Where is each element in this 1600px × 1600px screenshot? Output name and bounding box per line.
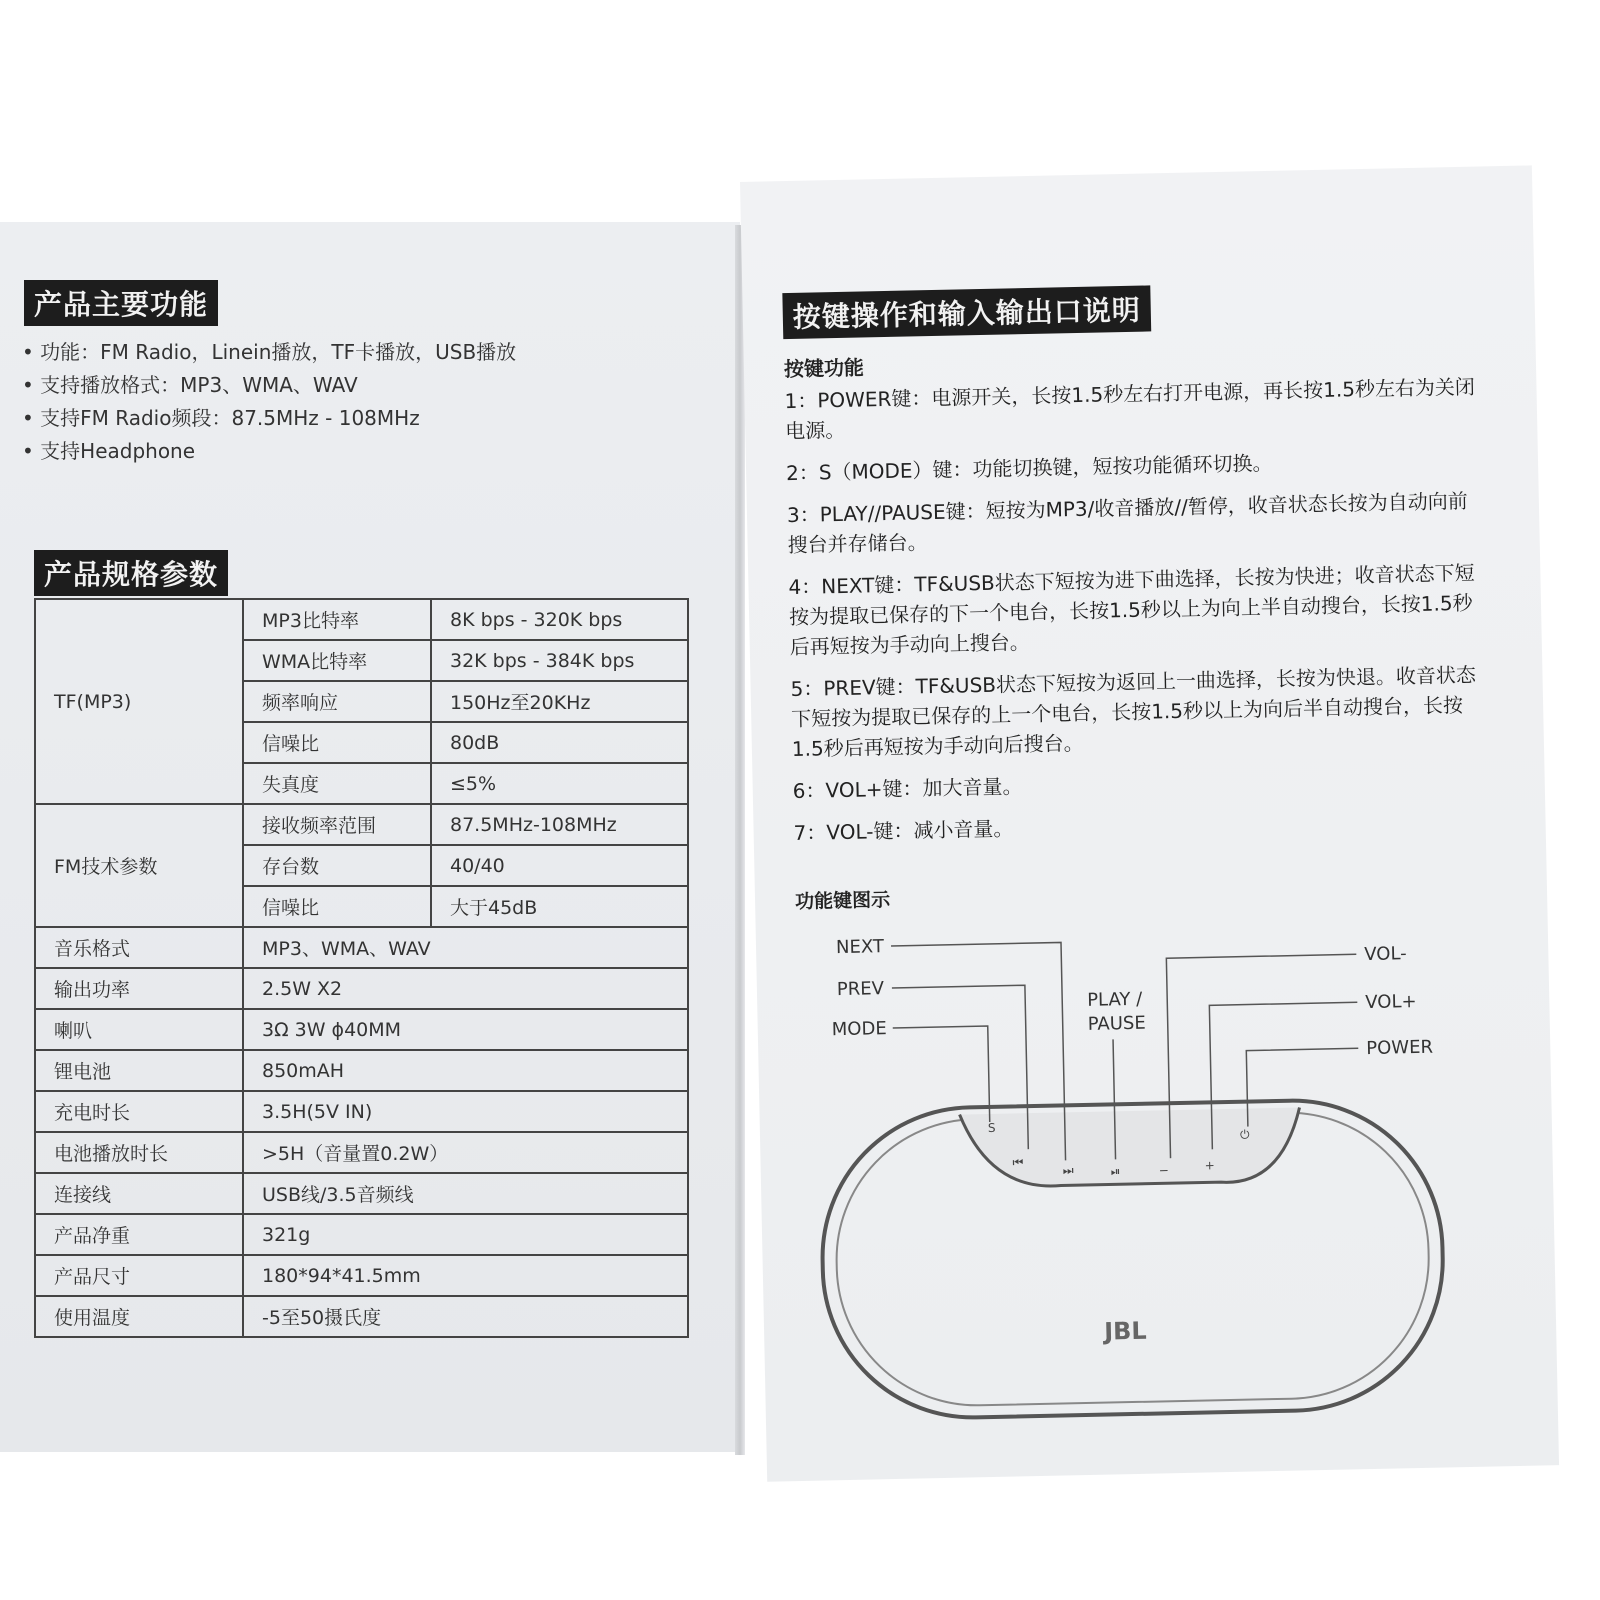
key-description: 2：S（MODE）键：功能切换键，短按功能循环切换。 [785,450,1273,486]
button-panel [960,1107,1301,1187]
value-cell: MP3、WMA、WAV [243,927,688,968]
key-description: 1：POWER键：电源开关，长按1.5秒左右打开电源，再长按1.5秒左右为关闭电源。 [784,374,1476,444]
group-tf: TF(MP3) [35,599,243,804]
param-cell: 喇叭 [35,1009,243,1050]
value-cell: 3Ω 3W ϕ40MM [243,1009,688,1050]
table-row [35,1255,688,1296]
param-cell: 产品净重 [35,1214,243,1255]
param-cell: 充电时长 [35,1091,243,1132]
spec-table [34,598,689,1338]
left-page [0,222,740,1452]
features-heading: 产品主要功能 [24,280,218,326]
prev-button-icon: ⏮ [1012,1155,1024,1170]
param-cell: 失真度 [243,763,431,804]
label-vol-plus: VOL+ [1365,991,1417,1014]
value-cell: 大于45dB [431,886,688,927]
feature-item: • 功能：FM Radio，Linein播放，TF卡播放，USB播放 [22,336,516,369]
table-row [35,804,688,845]
play-pause-button-icon: ⏯ [1110,1164,1121,1179]
param-cell: 锂电池 [35,1050,243,1091]
speaker-diagram [796,912,1486,1426]
value-cell: 32K bps - 384K bps [431,640,688,681]
value-cell: 87.5MHz-108MHz [431,804,688,845]
next-button-icon: ⏭ [1062,1163,1074,1178]
label-next: NEXT [835,936,885,959]
key-description: 5：PREV键：TF&USB状态下短按为返回上一曲选择，长按为快退。收音状态下短按为提取已保存的上一个电台，长按1.5秒以上为向后半自动搜台，长按1.5秒后再短按为手动向后搜台。 [790,662,1477,762]
value-cell: 80dB [431,722,688,763]
diagram-title: 功能键图示 [794,889,891,914]
group-fm: FM技术参数 [35,804,243,927]
param-cell: 信噪比 [243,722,431,763]
label-play-pause-1: PLAY / [1086,988,1143,1011]
param-cell: 接收频率范围 [243,804,431,845]
value-cell: 3.5H(5V IN) [243,1091,688,1132]
table-row [35,599,688,640]
right-heading: 按键操作和输入输出口说明 [782,285,1151,339]
feature-item: • 支持播放格式：MP3、WMA、WAV [22,369,516,402]
value-cell: 8K bps - 320K bps [431,599,688,640]
table-row [35,968,688,1009]
feature-item: • 支持FM Radio频段：87.5MHz - 108MHz [22,402,516,435]
table-row [35,1132,688,1173]
param-cell: MP3比特率 [243,599,431,640]
key-description: 7：VOL-键：减小音量。 [793,816,1014,846]
value-cell: >5H（音量置0.2W） [243,1132,688,1173]
power-button-icon: ⏻ [1239,1127,1250,1142]
feature-item: • 支持Headphone [22,435,516,468]
vol-plus-button-icon: + [1204,1158,1215,1173]
table-row [35,1296,688,1337]
features-list [22,336,516,468]
param-cell: 电池播放时长 [35,1132,243,1173]
param-cell: 产品尺寸 [35,1255,243,1296]
param-cell: 使用温度 [35,1296,243,1337]
value-cell: ≤5% [431,763,688,804]
value-cell: 2.5W X2 [243,968,688,1009]
value-cell: 321g [243,1214,688,1255]
param-cell: 输出功率 [35,968,243,1009]
table-row [35,1009,688,1050]
label-mode: MODE [831,1018,887,1041]
keys-list [784,371,1494,860]
param-cell: WMA比特率 [243,640,431,681]
page-fold [735,225,745,1455]
param-cell: 信噪比 [243,886,431,927]
right-page [740,165,1559,1481]
param-cell: 连接线 [35,1173,243,1214]
table-row [35,1214,688,1255]
label-play-pause-2: PAUSE [1087,1012,1146,1035]
value-cell: 850mAH [243,1050,688,1091]
label-prev: PREV [836,978,885,1001]
param-cell: 频率响应 [243,681,431,722]
spec-heading: 产品规格参数 [34,550,228,596]
param-cell: 存台数 [243,845,431,886]
key-description: 4：NEXT键：TF&USB状态下短按为进下曲选择，长按为快进；收音状态下短按为提取已保存的下一个电台，长按1.5秒以上为向上半自动搜台，长按1.5秒后再短按为手动向上搜台。 [788,560,1475,660]
jbl-logo: JBL [1103,1316,1147,1346]
keys-title: 按键功能 [783,355,865,382]
table-row [35,927,688,968]
label-vol-minus: VOL- [1364,943,1407,966]
table-row [35,1091,688,1132]
value-cell: -5至50摄氏度 [243,1296,688,1337]
key-description: 6：VOL+键：加大音量。 [792,774,1023,804]
value-cell: 40/40 [431,845,688,886]
table-row [35,1173,688,1214]
mode-button-icon: S [987,1120,996,1136]
value-cell: 180*94*41.5mm [243,1255,688,1296]
key-description: 3：PLAY//PAUSE键：短按为MP3/收音播放//暂停，收音状态长按为自动向前搜台并存储台。 [786,488,1468,558]
table-row [35,1050,688,1091]
label-power: POWER [1366,1036,1434,1060]
value-cell: USB线/3.5音频线 [243,1173,688,1214]
param-cell: 音乐格式 [35,927,243,968]
value-cell: 150Hz至20KHz [431,681,688,722]
vol-minus-button-icon: − [1158,1163,1169,1178]
